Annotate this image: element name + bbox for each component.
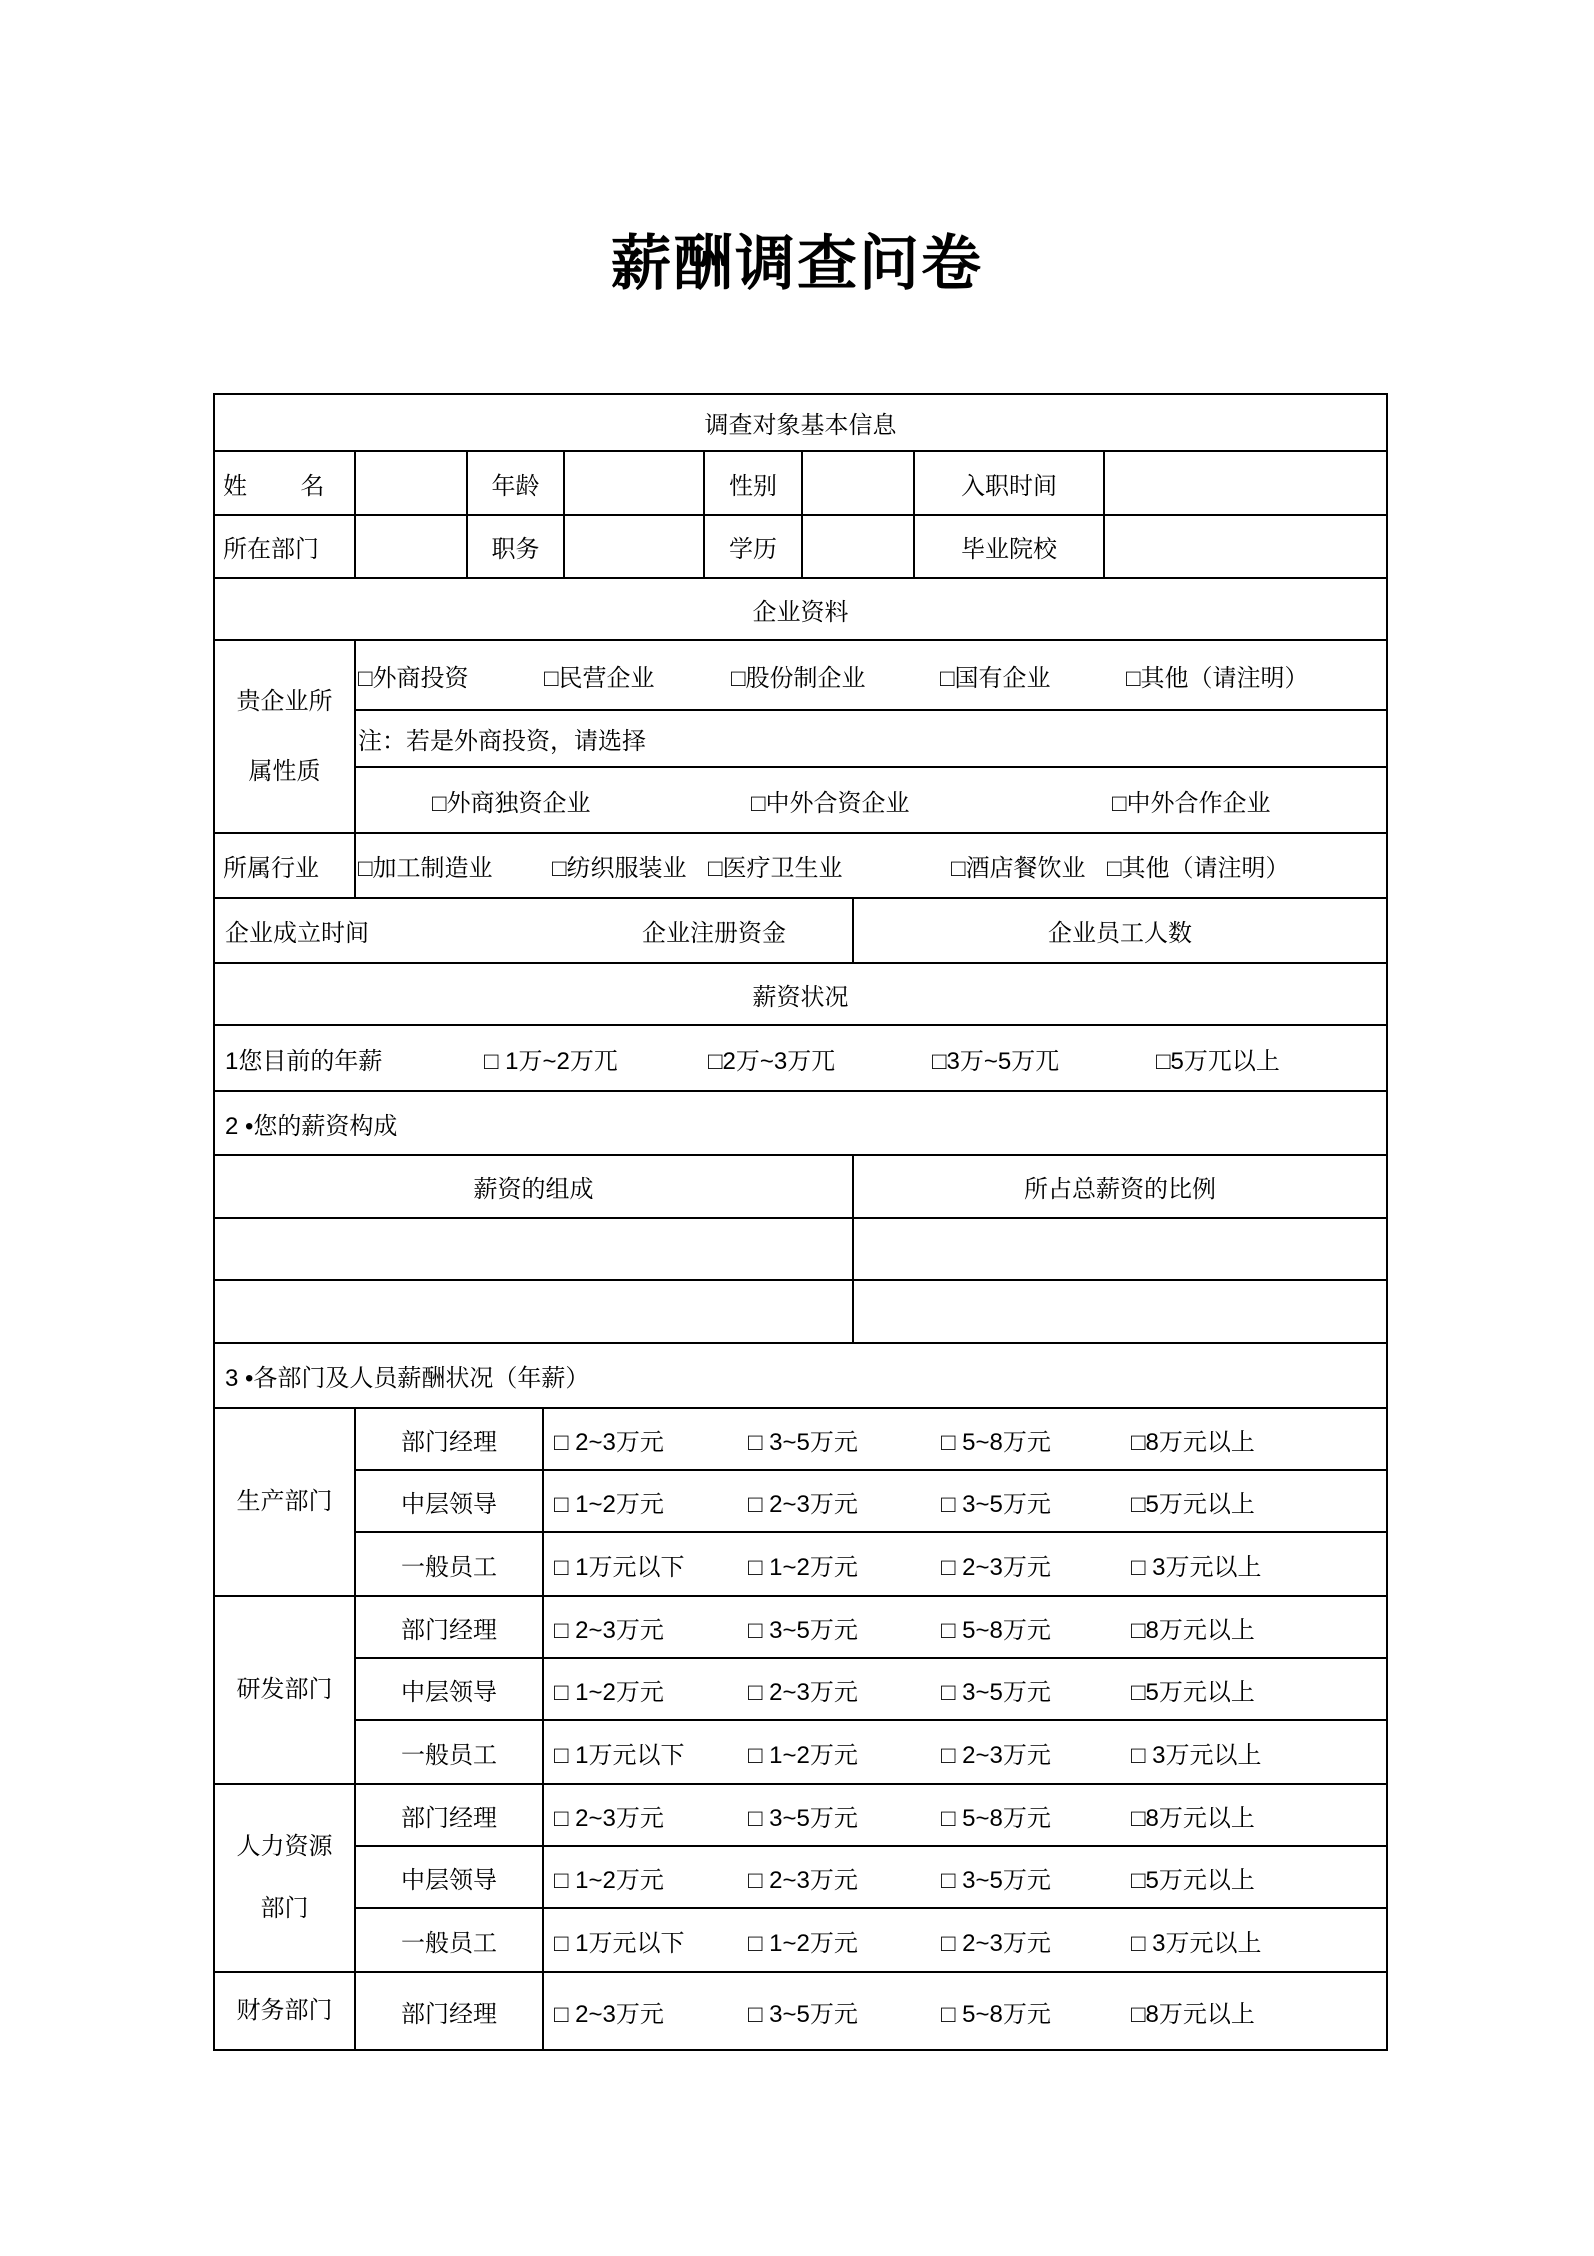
checkbox-option[interactable]: □5万元以上 xyxy=(1131,1490,1255,1518)
checkbox-option[interactable]: □ 5~8万元 xyxy=(941,1428,1051,1456)
composition-input-cell[interactable] xyxy=(215,1219,854,1279)
gender-input-cell[interactable] xyxy=(803,452,915,514)
company-nature-label: 贵企业所属性质 xyxy=(215,641,356,832)
composition-column-header: 薪资的组成 xyxy=(215,1156,854,1217)
checkbox-option[interactable]: □ 3~5万元 xyxy=(941,1678,1051,1706)
department-block-rnd xyxy=(215,1597,1386,1785)
founded-label: 企业成立时间 xyxy=(225,920,369,947)
checkbox-option[interactable]: □8万元以上 xyxy=(1131,1804,1255,1832)
checkbox-option[interactable]: □ 1~2万元 xyxy=(748,1741,858,1769)
salary-composition-label: 2 •您的薪资构成 xyxy=(225,1112,398,1140)
checkbox-option[interactable]: □中外合作企业 xyxy=(1112,789,1271,817)
checkbox-option[interactable]: □5万元以上 xyxy=(1131,1678,1255,1706)
salary-row-manager xyxy=(356,1409,1386,1471)
headcount-label[interactable]: 企业员工人数 xyxy=(1048,920,1192,947)
checkbox-option[interactable]: □ 3万元以上 xyxy=(1131,1929,1262,1957)
education-label: 学历 xyxy=(705,516,803,577)
role-label: 一般员工 xyxy=(356,1909,544,1971)
checkbox-option[interactable]: □ 2~3万元 xyxy=(941,1741,1051,1769)
age-input-cell[interactable] xyxy=(565,452,705,514)
department-salary-label: 3 •各部门及人员薪酬状况（年薪） xyxy=(225,1365,590,1392)
school-label: 毕业院校 xyxy=(915,516,1105,577)
checkbox-option[interactable]: □民营企业 xyxy=(544,664,655,692)
composition-input-cell[interactable] xyxy=(215,1281,854,1342)
section-header-company: 企业资料 xyxy=(752,598,849,626)
role-label: 部门经理 xyxy=(356,1785,544,1845)
checkbox-option[interactable]: □ 3~5万元 xyxy=(748,1428,858,1456)
checkbox-option[interactable]: □ 2~3万元 xyxy=(748,1490,858,1518)
ratio-input-cell[interactable] xyxy=(854,1219,1386,1279)
salary-row-middle xyxy=(356,1659,1386,1721)
age-label: 年龄 xyxy=(468,452,565,514)
checkbox-option[interactable]: □ 2~3万元 xyxy=(554,1616,664,1644)
salary-row-manager xyxy=(356,1597,1386,1659)
checkbox-option[interactable]: □ 3~5万元 xyxy=(941,1490,1051,1518)
checkbox-option[interactable]: □8万元以上 xyxy=(1131,1616,1255,1644)
checkbox-option[interactable]: □ 3万元以上 xyxy=(1131,1553,1262,1581)
foreign-investment-note: 注：若是外商投资，请选择 xyxy=(358,728,646,755)
survey-form-table xyxy=(213,393,1388,2051)
name-input-cell[interactable] xyxy=(356,452,468,514)
position-label: 职务 xyxy=(468,516,565,577)
checkbox-option[interactable]: □ 5~8万元 xyxy=(941,1804,1051,1832)
checkbox-option[interactable]: □医疗卫生业 xyxy=(708,855,843,882)
education-input-cell[interactable] xyxy=(803,516,915,577)
role-label: 部门经理 xyxy=(356,1597,544,1657)
checkbox-option[interactable]: □ 1~2万元 xyxy=(748,1553,858,1581)
checkbox-option[interactable]: □ 3~5万元 xyxy=(748,1804,858,1832)
checkbox-option[interactable]: □ 5~8万元 xyxy=(941,1616,1051,1644)
section-header-salary: 薪资状况 xyxy=(752,983,849,1011)
department-name: 财务部门 xyxy=(215,1973,356,2049)
checkbox-option[interactable]: □ 3~5万元 xyxy=(748,1616,858,1644)
department-salary-question-row xyxy=(215,1344,1386,1409)
company-founded-capital-cell[interactable] xyxy=(215,899,854,962)
checkbox-option[interactable]: □ 2~3万元 xyxy=(941,1929,1051,1957)
ratio-input-cell[interactable] xyxy=(854,1281,1386,1342)
department-block-finance xyxy=(215,1973,1386,2049)
section-company-header-row xyxy=(215,579,1386,641)
checkbox-option[interactable]: □其他（请注明） xyxy=(1107,855,1290,882)
company-nature-block xyxy=(215,641,1386,834)
gender-label: 性别 xyxy=(705,452,803,514)
checkbox-option[interactable]: □ 2~3万元 xyxy=(748,1866,858,1894)
section-salary-header-row xyxy=(215,964,1386,1026)
checkbox-option[interactable]: □ 1~2万元 xyxy=(554,1678,664,1706)
salary-composition-question-row xyxy=(215,1092,1386,1156)
basic-info-row-2 xyxy=(215,516,1386,579)
salary-row-middle xyxy=(356,1847,1386,1909)
checkbox-option[interactable]: □外商独资企业 xyxy=(432,789,591,817)
checkbox-option[interactable]: □中外合资企业 xyxy=(751,789,910,817)
industry-row xyxy=(215,834,1386,899)
checkbox-option[interactable]: □ 3~5万元 xyxy=(748,2000,858,2028)
industry-label: 所属行业 xyxy=(215,834,356,897)
company-nature-options-row xyxy=(356,641,1386,711)
salary-row-manager xyxy=(356,1785,1386,1847)
ratio-column-header: 所占总薪资的比例 xyxy=(1024,1176,1216,1203)
section-header-basic-info: 调查对象基本信息 xyxy=(704,412,897,439)
department-label: 所在部门 xyxy=(215,516,356,577)
checkbox-option[interactable]: □纺织服装业 xyxy=(552,855,687,882)
checkbox-option[interactable]: □3万~5万兀 xyxy=(932,1047,1060,1075)
checkbox-option[interactable]: □2万~3万兀 xyxy=(708,1047,836,1075)
checkbox-option[interactable]: □ 1万元以下 xyxy=(554,1929,685,1957)
checkbox-option[interactable]: □5万元以上 xyxy=(1131,1866,1255,1894)
checkbox-option[interactable]: □ 3万元以上 xyxy=(1131,1741,1262,1769)
salary-row-staff xyxy=(356,1909,1386,1971)
department-input-cell[interactable] xyxy=(356,516,468,577)
checkbox-option[interactable]: □ 1~2万元 xyxy=(554,1490,664,1518)
role-label: 一般员工 xyxy=(356,1721,544,1783)
checkbox-option[interactable]: □ 1~2万元 xyxy=(748,1929,858,1957)
salary-row-staff xyxy=(356,1533,1386,1595)
section-basic-info-header-row xyxy=(215,395,1386,452)
salary-row-staff xyxy=(356,1721,1386,1783)
role-label: 部门经理 xyxy=(356,1973,544,2049)
role-label: 中层领导 xyxy=(356,1659,544,1719)
department-name: 人力资源部门 xyxy=(215,1785,356,1971)
department-name: 研发部门 xyxy=(215,1597,356,1783)
department-block-hr xyxy=(215,1785,1386,1973)
checkbox-option[interactable]: □ 2~3万元 xyxy=(748,1678,858,1706)
role-label: 一般员工 xyxy=(356,1533,544,1595)
role-label: 部门经理 xyxy=(356,1409,544,1469)
basic-info-row-1 xyxy=(215,452,1386,516)
checkbox-option[interactable]: □5万兀以上 xyxy=(1156,1047,1280,1075)
salary-row-middle xyxy=(356,1471,1386,1533)
department-name: 生产部门 xyxy=(215,1409,356,1595)
checkbox-option[interactable]: □ 1万元以下 xyxy=(554,1553,685,1581)
checkbox-option[interactable]: □ 2~3万元 xyxy=(554,1804,664,1832)
checkbox-option[interactable]: □加工制造业 xyxy=(358,855,493,882)
checkbox-option[interactable]: □外商投资 xyxy=(358,664,469,692)
capital-label: 企业注册资金 xyxy=(642,920,786,947)
checkbox-option[interactable]: □ 1万~2万兀 xyxy=(484,1047,618,1075)
checkbox-option[interactable]: □ 5~8万元 xyxy=(941,2000,1051,2028)
department-block-production xyxy=(215,1409,1386,1597)
page-title: 薪酬调查问卷 xyxy=(611,230,983,297)
foreign-type-options-row xyxy=(356,768,1386,832)
checkbox-option[interactable]: □股份制企业 xyxy=(731,664,866,692)
checkbox-option[interactable]: □8万元以上 xyxy=(1131,2000,1255,2028)
checkbox-option[interactable]: □ 2~3万元 xyxy=(554,1428,664,1456)
hire-date-input-cell[interactable] xyxy=(1105,452,1386,514)
salary-row-manager xyxy=(356,1973,1386,2049)
checkbox-option[interactable]: □ 2~3万元 xyxy=(554,2000,664,2028)
checkbox-option[interactable]: □ 3~5万元 xyxy=(941,1866,1051,1894)
composition-table-empty-row xyxy=(215,1281,1386,1344)
checkbox-option[interactable]: □8万元以上 xyxy=(1131,1428,1255,1456)
current-salary-row xyxy=(215,1026,1386,1092)
current-salary-label: 1您目前的年薪 xyxy=(225,1047,383,1075)
checkbox-option[interactable]: □国有企业 xyxy=(940,664,1051,692)
checkbox-option[interactable]: □ 2~3万元 xyxy=(941,1553,1051,1581)
company-nature-note-row xyxy=(356,711,1386,768)
school-input-cell[interactable] xyxy=(1105,516,1386,577)
checkbox-option[interactable]: □酒店餐饮业 xyxy=(951,855,1086,882)
company-facts-row xyxy=(215,899,1386,964)
hire-date-label: 入职时间 xyxy=(915,452,1105,514)
role-label: 中层领导 xyxy=(356,1847,544,1907)
composition-table-header-row xyxy=(215,1156,1386,1219)
role-label: 中层领导 xyxy=(356,1471,544,1531)
composition-table-empty-row xyxy=(215,1219,1386,1281)
checkbox-option[interactable]: □ 1万元以下 xyxy=(554,1741,685,1769)
name-label: 姓 名 xyxy=(215,452,356,514)
position-input-cell[interactable] xyxy=(565,516,705,577)
checkbox-option[interactable]: □其他（请注明） xyxy=(1126,664,1309,692)
checkbox-option[interactable]: □ 1~2万元 xyxy=(554,1866,664,1894)
